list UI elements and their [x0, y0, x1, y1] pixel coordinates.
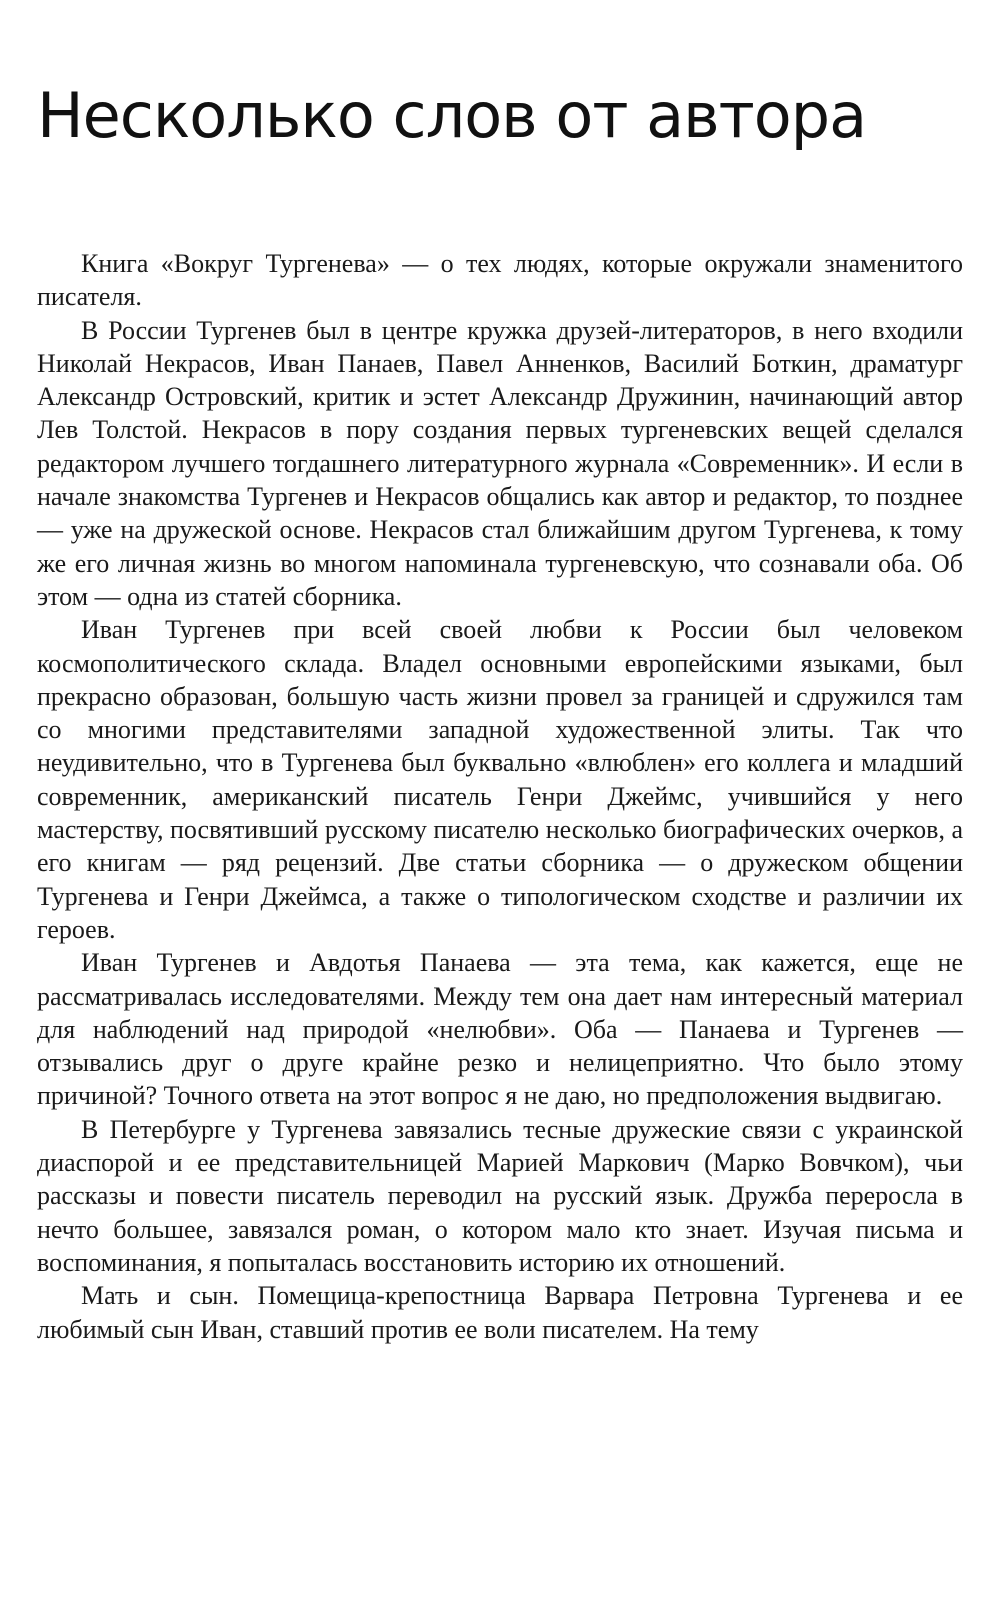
paragraph-mother-son: Мать и сын. Помещица-крепостница Варвара Петровна Тургенева и ее любимый сын Иван, ставший против ее воли писателем. На тему	[37, 1281, 963, 1344]
body-text	[37, 247, 963, 1346]
book-page	[37, 0, 963, 1612]
paragraph-intro: Книга «Вокруг Тургенева» — о тех людях, которые окружали знаменитого писателя.	[37, 249, 963, 312]
paragraph-nekrasov: В России Тургенев был в центре кружка друзей-литераторов, в него входили Николай Некрасов, Иван Панаев, Павел Анненков, Василий Боткин, драматург Александр Островский, критик и эстет Александр Дружинин, начинающий автор Лев Толстой. Некрасов в пору создания первых тургеневских вещей сделался редактором лучшего тогдашнего литературного журнала «Современник». И если в начале знакомства Тургенев и Некрасов общались как автор и редактор, то позднее — уже на дружеской основе. Некрасов стал ближайшим другом Тургенева, к тому же его личная жизнь во многом напоминала тургеневскую, что сознавали оба. Об этом — одна из статей сборника.	[37, 315, 963, 611]
chapter-heading: Несколько слов от автора	[37, 79, 867, 152]
paragraph-panaeva: Иван Тургенев и Авдотья Панаева — эта тема, как кажется, еще не рассматривалась исследователями. Между тем она дает нам интересный материал для наблюдений над природой «нелюбви». Оба — Панаева и Тургенев — отзывались друг о друге крайне резко и нелицеприятно. Что было этому причиной? Точного ответа на этот вопрос я не даю, но предположения выдвигаю.	[37, 948, 963, 1111]
paragraph-henry-james: Иван Тургенев при всей своей любви к России был человеком космополитического склада. Владел основными европейскими языками, был прекрасно образован, большую часть жизни провел за границей и сдружился там со многими представителями западной художественной элиты. Так что неудивительно, что в Тургенева был буквально «влюблен» его коллега и младший современник, американский писатель Генри Джеймс, учившийся у него мастерству, посвятивший русскому писателю несколько биографических очерков, а его книгам — ряд рецензий. Две статьи сборника — о дружеском общении Тургенева и Генри Джеймса, а также о типологическом сходстве и различии их героев.	[37, 615, 963, 944]
paragraph-markovich: В Петербурге у Тургенева завязались тесные дружеские связи с украинской диаспорой и ее представительницей Марией Маркович (Марко Вовчком), чьи рассказы и повести писатель переводил на русский язык. Дружба переросла в нечто большее, завязался роман, о котором мало кто знает. Изучая письма и воспоминания, я попыталась восстановить историю их отношений.	[37, 1114, 963, 1277]
